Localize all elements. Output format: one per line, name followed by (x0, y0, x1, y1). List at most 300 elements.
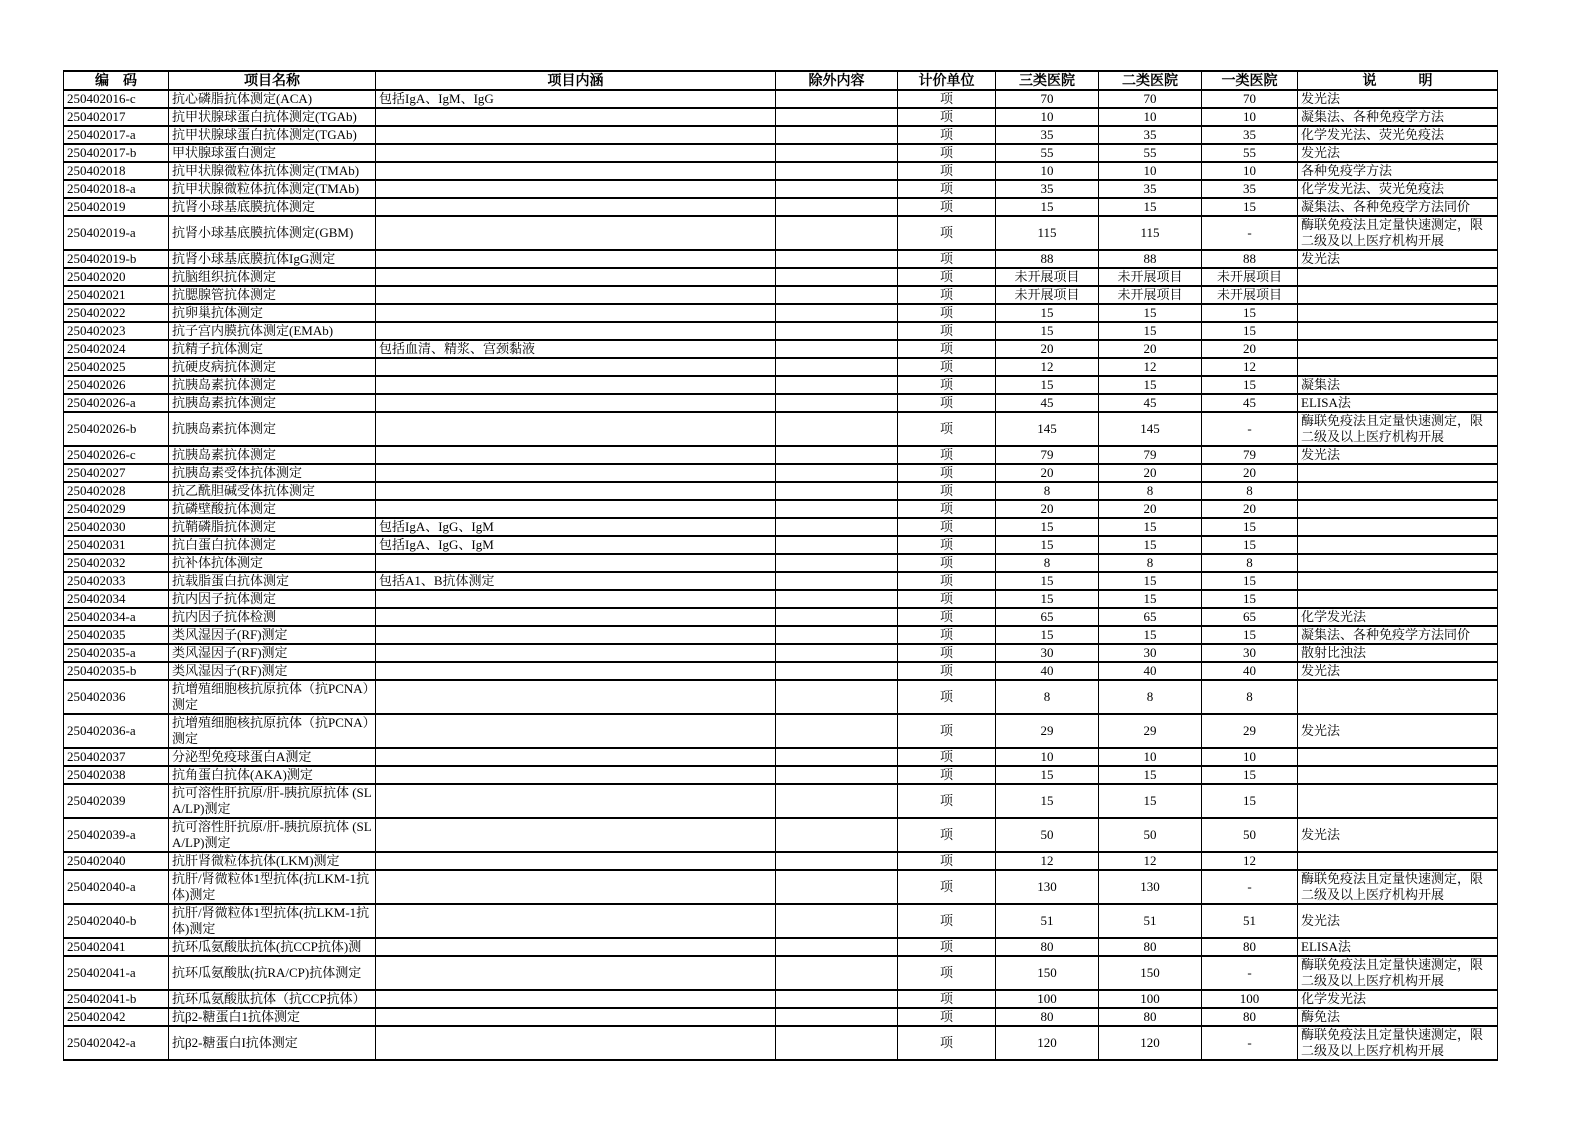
cell-note (1298, 748, 1498, 766)
cell-price1: 15 (1202, 536, 1298, 554)
cell-unit: 项 (898, 108, 996, 126)
cell-exclusion (776, 322, 898, 340)
cell-content: 包括A1、B抗体测定 (376, 572, 776, 590)
cell-exclusion (776, 662, 898, 680)
cell-price2: 88 (1099, 250, 1202, 268)
cell-note: 凝集法、各种免疫学方法 (1298, 108, 1498, 126)
cell-unit: 项 (898, 358, 996, 376)
cell-code: 250402029 (64, 500, 169, 518)
cell-name: 抗增殖细胞核抗原抗体（抗PCNA）测定 (169, 680, 376, 714)
cell-code: 250402030 (64, 518, 169, 536)
cell-code: 250402032 (64, 554, 169, 572)
cell-note: 酶联免疫法且定量快速测定，限二级及以上医疗机构开展 (1298, 412, 1498, 446)
cell-name: 抗子宫内膜抗体测定(EMAb) (169, 322, 376, 340)
cell-price1: - (1202, 412, 1298, 446)
cell-price2: 80 (1099, 1008, 1202, 1026)
cell-unit: 项 (898, 852, 996, 870)
cell-price2: 20 (1099, 500, 1202, 518)
table-row (64, 956, 1498, 990)
cell-content (376, 394, 776, 412)
cell-content (376, 956, 776, 990)
cell-name: 抗甲状腺球蛋白抗体测定(TGAb) (169, 108, 376, 126)
table-row (64, 268, 1498, 286)
cell-code: 250402026 (64, 376, 169, 394)
cell-exclusion (776, 500, 898, 518)
cell-unit: 项 (898, 680, 996, 714)
cell-exclusion (776, 1026, 898, 1060)
cell-price3: 35 (996, 180, 1099, 198)
cell-name: 抗可溶性肝抗原/肝-胰抗原抗体 (SLA/LP)测定 (169, 818, 376, 852)
cell-unit: 项 (898, 784, 996, 818)
cell-name: 抗甲状腺微粒体抗体测定(TMAb) (169, 180, 376, 198)
cell-unit: 项 (898, 904, 996, 938)
cell-note: 发光法 (1298, 714, 1498, 748)
cell-exclusion (776, 766, 898, 784)
cell-unit: 项 (898, 1026, 996, 1060)
table-row (64, 412, 1498, 446)
cell-price3: 15 (996, 766, 1099, 784)
cell-code: 250402020 (64, 268, 169, 286)
table-row (64, 1026, 1498, 1060)
cell-unit: 项 (898, 216, 996, 250)
cell-name: 抗硬皮病抗体测定 (169, 358, 376, 376)
header-item-name: 项目名称 (169, 71, 376, 90)
cell-code: 250402019-b (64, 250, 169, 268)
cell-content (376, 286, 776, 304)
cell-exclusion (776, 412, 898, 446)
cell-unit: 项 (898, 304, 996, 322)
medical-price-table (63, 70, 1498, 1061)
cell-note: 凝集法、各种免疫学方法同价 (1298, 626, 1498, 644)
cell-code: 250402035-b (64, 662, 169, 680)
cell-content (376, 482, 776, 500)
cell-name: 抗肝肾微粒体抗体(LKM)测定 (169, 852, 376, 870)
cell-code: 250402019 (64, 198, 169, 216)
cell-price3: 80 (996, 938, 1099, 956)
cell-price2: 40 (1099, 662, 1202, 680)
cell-code: 250402041-a (64, 956, 169, 990)
cell-unit: 项 (898, 990, 996, 1008)
cell-price1: 15 (1202, 304, 1298, 322)
cell-name: 抗环瓜氨酸肽(抗RA/CP)抗体测定 (169, 956, 376, 990)
cell-price1: - (1202, 956, 1298, 990)
cell-content (376, 198, 776, 216)
header-tier1-hospital: 一类医院 (1202, 71, 1298, 90)
cell-content (376, 376, 776, 394)
cell-unit: 项 (898, 518, 996, 536)
cell-code: 250402033 (64, 572, 169, 590)
cell-content (376, 644, 776, 662)
cell-name: 甲状腺球蛋白测定 (169, 144, 376, 162)
cell-name: 抗载脂蛋白抗体测定 (169, 572, 376, 590)
table-row (64, 536, 1498, 554)
table-row (64, 680, 1498, 714)
cell-name: 抗角蛋白抗体(AKA)测定 (169, 766, 376, 784)
cell-note (1298, 322, 1498, 340)
table-row (64, 644, 1498, 662)
cell-note: 凝集法、各种免疫学方法同价 (1298, 198, 1498, 216)
cell-content (376, 662, 776, 680)
cell-note (1298, 464, 1498, 482)
cell-exclusion (776, 90, 898, 108)
cell-exclusion (776, 644, 898, 662)
cell-content (376, 446, 776, 464)
cell-note: 酶联免疫法且定量快速测定，限二级及以上医疗机构开展 (1298, 216, 1498, 250)
cell-price2: 未开展项目 (1099, 268, 1202, 286)
table-row (64, 662, 1498, 680)
cell-content (376, 680, 776, 714)
cell-price1: 20 (1202, 340, 1298, 358)
cell-content (376, 938, 776, 956)
table-row (64, 572, 1498, 590)
cell-price2: 12 (1099, 852, 1202, 870)
cell-unit: 项 (898, 90, 996, 108)
cell-note (1298, 536, 1498, 554)
cell-price2: 15 (1099, 518, 1202, 536)
table-row (64, 818, 1498, 852)
cell-content (376, 358, 776, 376)
cell-name: 抗甲状腺球蛋白抗体测定(TGAb) (169, 126, 376, 144)
cell-name: 抗胰岛素抗体测定 (169, 376, 376, 394)
cell-price1: 15 (1202, 784, 1298, 818)
cell-price3: 20 (996, 500, 1099, 518)
cell-exclusion (776, 464, 898, 482)
cell-price1: 65 (1202, 608, 1298, 626)
header-note: 说 明 (1298, 71, 1498, 90)
cell-price2: 10 (1099, 108, 1202, 126)
cell-exclusion (776, 250, 898, 268)
cell-name: 类风湿因子(RF)测定 (169, 644, 376, 662)
table-row (64, 990, 1498, 1008)
cell-price3: 10 (996, 748, 1099, 766)
cell-unit: 项 (898, 394, 996, 412)
cell-content (376, 180, 776, 198)
cell-price1: 45 (1202, 394, 1298, 412)
cell-price3: 29 (996, 714, 1099, 748)
cell-name: 抗内因子抗体测定 (169, 590, 376, 608)
cell-price2: 45 (1099, 394, 1202, 412)
cell-exclusion (776, 286, 898, 304)
table-row (64, 144, 1498, 162)
cell-price3: 88 (996, 250, 1099, 268)
cell-unit: 项 (898, 500, 996, 518)
cell-price3: 51 (996, 904, 1099, 938)
cell-code: 250402025 (64, 358, 169, 376)
cell-price3: 未开展项目 (996, 268, 1099, 286)
cell-unit: 项 (898, 572, 996, 590)
cell-note: 发光法 (1298, 250, 1498, 268)
cell-exclusion (776, 870, 898, 904)
cell-code: 250402034-a (64, 608, 169, 626)
cell-content (376, 144, 776, 162)
cell-name: 类风湿因子(RF)测定 (169, 662, 376, 680)
table-row (64, 126, 1498, 144)
cell-price1: 未开展项目 (1202, 268, 1298, 286)
cell-content (376, 870, 776, 904)
cell-unit: 项 (898, 662, 996, 680)
cell-price1: 12 (1202, 852, 1298, 870)
cell-price1: 8 (1202, 482, 1298, 500)
cell-code: 250402036-a (64, 714, 169, 748)
cell-exclusion (776, 340, 898, 358)
cell-exclusion (776, 818, 898, 852)
cell-name: 抗胰岛素抗体测定 (169, 446, 376, 464)
cell-price3: 35 (996, 126, 1099, 144)
cell-name: 抗可溶性肝抗原/肝-胰抗原抗体 (SLA/LP)测定 (169, 784, 376, 818)
cell-note: 发光法 (1298, 446, 1498, 464)
cell-price1: 80 (1202, 1008, 1298, 1026)
cell-exclusion (776, 536, 898, 554)
cell-code: 250402042-a (64, 1026, 169, 1060)
cell-code: 250402022 (64, 304, 169, 322)
cell-code: 250402026-b (64, 412, 169, 446)
cell-price2: 120 (1099, 1026, 1202, 1060)
table-row (64, 784, 1498, 818)
cell-unit: 项 (898, 412, 996, 446)
cell-name: 抗补体抗体测定 (169, 554, 376, 572)
cell-note (1298, 766, 1498, 784)
cell-code: 250402035-a (64, 644, 169, 662)
table-row (64, 554, 1498, 572)
cell-price3: 20 (996, 464, 1099, 482)
cell-note: 发光法 (1298, 144, 1498, 162)
cell-price2: 15 (1099, 304, 1202, 322)
table-row (64, 394, 1498, 412)
cell-unit: 项 (898, 482, 996, 500)
table-row (64, 518, 1498, 536)
cell-price1: 51 (1202, 904, 1298, 938)
cell-price1: 15 (1202, 322, 1298, 340)
cell-note (1298, 590, 1498, 608)
cell-price3: 8 (996, 482, 1099, 500)
cell-price2: 70 (1099, 90, 1202, 108)
cell-price2: 15 (1099, 626, 1202, 644)
cell-content (376, 412, 776, 446)
cell-price1: 10 (1202, 748, 1298, 766)
cell-price2: 10 (1099, 748, 1202, 766)
cell-unit: 项 (898, 748, 996, 766)
cell-note: 凝集法 (1298, 376, 1498, 394)
cell-note: 酶联免疫法且定量快速测定，限二级及以上医疗机构开展 (1298, 956, 1498, 990)
table-row (64, 870, 1498, 904)
cell-code: 250402024 (64, 340, 169, 358)
cell-unit: 项 (898, 180, 996, 198)
cell-price1: 15 (1202, 572, 1298, 590)
cell-note (1298, 340, 1498, 358)
cell-name: 抗卵巢抗体测定 (169, 304, 376, 322)
cell-content (376, 784, 776, 818)
cell-code: 250402040-a (64, 870, 169, 904)
cell-exclusion (776, 482, 898, 500)
cell-note: 化学发光法、荧光免疫法 (1298, 126, 1498, 144)
cell-price1: - (1202, 870, 1298, 904)
cell-content (376, 904, 776, 938)
cell-name: 抗胰岛素抗体测定 (169, 394, 376, 412)
cell-code: 250402017 (64, 108, 169, 126)
cell-price3: 40 (996, 662, 1099, 680)
cell-unit: 项 (898, 938, 996, 956)
cell-code: 250402040-b (64, 904, 169, 938)
header-item-content: 项目内涵 (376, 71, 776, 90)
cell-content (376, 162, 776, 180)
cell-price3: 15 (996, 304, 1099, 322)
cell-price3: 8 (996, 680, 1099, 714)
cell-content: 包括IgA、IgM、IgG (376, 90, 776, 108)
cell-price2: 15 (1099, 784, 1202, 818)
cell-price2: 8 (1099, 680, 1202, 714)
cell-note: ELISA法 (1298, 394, 1498, 412)
cell-unit: 项 (898, 608, 996, 626)
table-row (64, 766, 1498, 784)
cell-price1: 15 (1202, 376, 1298, 394)
cell-exclusion (776, 748, 898, 766)
cell-name: 抗肾小球基底膜抗体IgG测定 (169, 250, 376, 268)
cell-name: 分泌型免疫球蛋白A测定 (169, 748, 376, 766)
cell-content (376, 554, 776, 572)
cell-exclusion (776, 394, 898, 412)
cell-unit: 项 (898, 818, 996, 852)
table-row (64, 304, 1498, 322)
cell-code: 250402035 (64, 626, 169, 644)
table-row (64, 482, 1498, 500)
cell-content (376, 216, 776, 250)
cell-price3: 15 (996, 590, 1099, 608)
cell-note (1298, 482, 1498, 500)
cell-price1: 未开展项目 (1202, 286, 1298, 304)
cell-content (376, 108, 776, 126)
cell-price3: 150 (996, 956, 1099, 990)
cell-price1: 50 (1202, 818, 1298, 852)
cell-content (376, 464, 776, 482)
table-row (64, 626, 1498, 644)
cell-code: 250402027 (64, 464, 169, 482)
cell-price2: 15 (1099, 590, 1202, 608)
cell-price1: 15 (1202, 518, 1298, 536)
cell-name: 抗白蛋白抗体测定 (169, 536, 376, 554)
cell-unit: 项 (898, 322, 996, 340)
cell-price3: 130 (996, 870, 1099, 904)
cell-code: 250402018 (64, 162, 169, 180)
cell-note (1298, 358, 1498, 376)
cell-code: 250402040 (64, 852, 169, 870)
cell-price1: 35 (1202, 126, 1298, 144)
header-code: 编 码 (64, 71, 169, 90)
cell-price1: 20 (1202, 500, 1298, 518)
cell-exclusion (776, 518, 898, 536)
cell-exclusion (776, 304, 898, 322)
cell-price2: 145 (1099, 412, 1202, 446)
cell-content (376, 608, 776, 626)
cell-price3: 50 (996, 818, 1099, 852)
cell-unit: 项 (898, 956, 996, 990)
cell-exclusion (776, 784, 898, 818)
cell-price3: 15 (996, 518, 1099, 536)
cell-note (1298, 852, 1498, 870)
cell-price2: 未开展项目 (1099, 286, 1202, 304)
cell-content (376, 852, 776, 870)
cell-price2: 100 (1099, 990, 1202, 1008)
cell-price1: 15 (1202, 198, 1298, 216)
table-row (64, 938, 1498, 956)
cell-name: 类风湿因子(RF)测定 (169, 626, 376, 644)
cell-note: 酶免法 (1298, 1008, 1498, 1026)
cell-price3: 65 (996, 608, 1099, 626)
cell-price3: 30 (996, 644, 1099, 662)
cell-content (376, 766, 776, 784)
price-list-sheet (63, 70, 1498, 1061)
cell-unit: 项 (898, 162, 996, 180)
cell-price3: 10 (996, 108, 1099, 126)
cell-note: 化学发光法 (1298, 990, 1498, 1008)
cell-note: 化学发光法 (1298, 608, 1498, 626)
cell-code: 250402018-a (64, 180, 169, 198)
cell-price1: 88 (1202, 250, 1298, 268)
cell-note: 散射比浊法 (1298, 644, 1498, 662)
cell-code: 250402038 (64, 766, 169, 784)
cell-exclusion (776, 198, 898, 216)
cell-price3: 55 (996, 144, 1099, 162)
cell-name: 抗脑组织抗体测定 (169, 268, 376, 286)
cell-code: 250402037 (64, 748, 169, 766)
cell-unit: 项 (898, 464, 996, 482)
cell-content (376, 590, 776, 608)
cell-note: 发光法 (1298, 662, 1498, 680)
table-row (64, 608, 1498, 626)
cell-price2: 115 (1099, 216, 1202, 250)
cell-code: 250402039-a (64, 818, 169, 852)
cell-price2: 51 (1099, 904, 1202, 938)
cell-exclusion (776, 956, 898, 990)
cell-note (1298, 500, 1498, 518)
cell-exclusion (776, 358, 898, 376)
cell-exclusion (776, 852, 898, 870)
cell-price2: 15 (1099, 322, 1202, 340)
cell-unit: 项 (898, 766, 996, 784)
table-row (64, 108, 1498, 126)
cell-code: 250402039 (64, 784, 169, 818)
cell-exclusion (776, 376, 898, 394)
cell-price3: 15 (996, 198, 1099, 216)
table-row (64, 286, 1498, 304)
table-row (64, 1008, 1498, 1026)
cell-note (1298, 304, 1498, 322)
cell-content: 包括血清、精浆、宫颈黏液 (376, 340, 776, 358)
table-row (64, 376, 1498, 394)
cell-unit: 项 (898, 376, 996, 394)
cell-name: 抗心磷脂抗体测定(ACA) (169, 90, 376, 108)
cell-price2: 79 (1099, 446, 1202, 464)
cell-code: 250402026-a (64, 394, 169, 412)
cell-content (376, 1008, 776, 1026)
cell-unit: 项 (898, 126, 996, 144)
table-row (64, 90, 1498, 108)
cell-price3: 15 (996, 784, 1099, 818)
cell-price2: 50 (1099, 818, 1202, 852)
cell-name: 抗环瓜氨酸肽抗体（抗CCP抗体） (169, 990, 376, 1008)
cell-unit: 项 (898, 536, 996, 554)
cell-price1: 15 (1202, 590, 1298, 608)
cell-name: 抗磷壁酸抗体测定 (169, 500, 376, 518)
cell-price2: 150 (1099, 956, 1202, 990)
cell-exclusion (776, 680, 898, 714)
table-row (64, 322, 1498, 340)
cell-price1: 29 (1202, 714, 1298, 748)
table-row (64, 162, 1498, 180)
cell-price2: 15 (1099, 198, 1202, 216)
table-row (64, 500, 1498, 518)
cell-unit: 项 (898, 554, 996, 572)
cell-code: 250402042 (64, 1008, 169, 1026)
